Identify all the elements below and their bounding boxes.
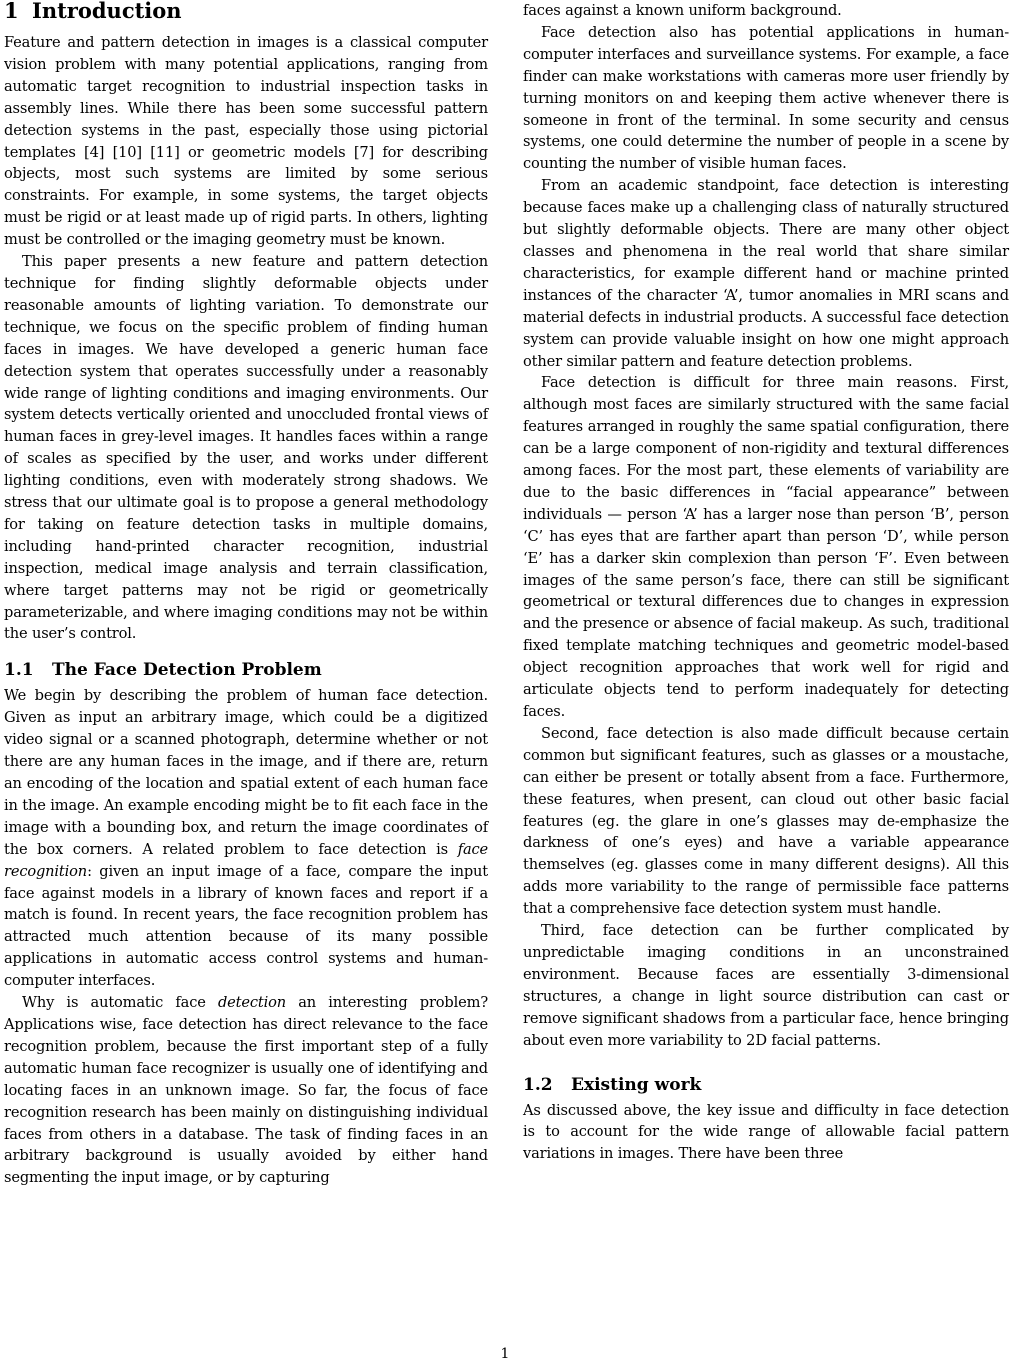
paragraph-text: an interesting problem? Applications wise, face detection has direct relevance to the face recognition problem, because the first important step of a fully automatic human face recognizer is usually one of identifying and locating faces in an unknown image. So far, the focus of face recognition research has been mainly on distinguishing individual faces from others in a database. The task of finding faces in an arbitrary background is usually avoided by either hand segmenting the input image, or by capturing <box>4 994 488 1187</box>
academic-paragraph: From an academic standpoint, face detection is interesting because faces make up a challenging class of naturally structured but slightly deformable objects. There are many other object classes and phenomena in the real world that share similar characteristics, for example different hand or machine printed instances of the character ‘A’, tumor anomalies in MRI scans and material defects in industrial products. A successful face detection system can provide valuable insight on how one might approach other similar pattern and feature detection problems. <box>523 177 1009 370</box>
emphasis-face-recognition: face recognition <box>4 840 488 880</box>
subsection-number: 1.1 <box>4 660 34 681</box>
paragraph-text: : given an input image of a face, compare the input face against models in a library of known faces and report if a match is found. In recent years, the face recognition problem has attracted much attention because of its many possible applications in automatic access control systems and human-computer interfaces. <box>4 862 488 990</box>
left-column <box>4 0 488 1189</box>
page-number: 1 <box>500 1346 510 1362</box>
subsection-title: The Face Detection Problem <box>52 660 322 681</box>
paragraph-text: We begin by describing the problem of human face detection. Given as input an arbitrary image, which could be a digitized video signal or a scanned photograph, determine whether or not there are any human faces in the image, and if there are, return an encoding of the location and spatial extent of each human face in the image. An example encoding might be to fit each face in the image with a bounding box, and return the image coordinates of the box corners. A related problem to face detection is <box>4 687 488 858</box>
difficulty-paragraph-1: Face detection is difficult for three main reasons. First, although most faces are similarly structured with the same facial features arranged in roughly the same spatial configuration, there can be a large component of non-rigidity and textural differences among faces. For the most part, these elements of variability are due to the basic differences in “facial appearance” between individuals — person ‘A’ has a larger nose than person ‘B’, person ‘C’ has eyes that are farther apart than person ‘D’, while person ‘E’ has a darker skin complexion than person ‘F’. Even between images of the same person’s face, there can still be significant geometrical or textural differences due to changes in expression and the presence or absence of facial makeup. As such, traditional fixed template matching techniques and geometric model-based object recognition approaches that work well for rigid and articulate objects tend to perform inadequately for detecting faces. <box>523 374 1009 720</box>
continued-paragraph: faces against a known uniform background. <box>523 2 842 19</box>
face-detection-paragraph-2 <box>4 992 488 1189</box>
section-heading <box>4 0 488 26</box>
right-column <box>523 0 1009 1165</box>
difficulty-paragraph-2: Second, face detection is also made difficult because certain common but significant features, such as glasses or a moustache, can either be present or totally absent from a face. Furthermore, these features, when present, can cloud out other basic facial features (eg. the glare in one’s glasses may de-emphasize the darkness of one’s eyes) and have a variable appearance themselves (eg. glasses come in many different designs). All this adds more variability to the range of permissible face patterns that a comprehensive face detection system must handle. <box>523 724 1009 918</box>
section-number: 1 <box>4 0 19 23</box>
subsection-title: Existing work <box>571 1074 702 1095</box>
subsection-heading-1-2 <box>523 1074 1009 1096</box>
paragraph-text: Why is automatic face <box>22 994 218 1012</box>
intro-paragraph-1: Feature and pattern detection in images is a classical computer vision problem with many potential applications, ranging from automatic target recognition to industrial inspection tasks in assembly lines. While there has been some successful pattern detection systems in the past, especially those using pictorial templates [4] [10] [11] or geometric models [7] for describing objects, most such systems are limited by some serious constraints. For example, in some systems, the target objects must be rigid or at least made up of rigid parts. In others, lighting must be controlled or the imaging geometry must be known. <box>4 34 488 249</box>
applications-paragraph: Face detection also has potential applications in human-computer interfaces and surveillance systems. For example, a face finder can make workstations with cameras more user friendly by turning monitors on and keeping them active whenever there is someone in front of the terminal. In some security and census systems, one could determine the number of people in a scene by counting the number of visible human faces. <box>523 23 1009 173</box>
subsection-number: 1.2 <box>523 1074 553 1095</box>
face-detection-paragraph-1 <box>4 685 488 992</box>
difficulty-paragraph-3: Third, face detection can be further complicated by unpredictable imaging conditions in an unconstrained environment. Because faces are essentially 3-dimensional structures, a change in light source distribution can cast or remove significant shadows from a particular face, hence bringing about even more variability to 2D facial patterns. <box>523 922 1009 1049</box>
section-title: Introduction <box>32 0 182 23</box>
emphasis-detection: detection <box>217 994 286 1012</box>
subsection-heading-1-1 <box>4 659 488 681</box>
existing-work-paragraph: As discussed above, the key issue and difficulty in face detection is to account for the wide range of allowable facial pattern variations in images. There have been three <box>523 1101 1009 1163</box>
intro-paragraph-2: This paper presents a new feature and pattern detection technique for finding slightly deformable objects under reasonable amounts of lighting variation. To demonstrate our technique, we focus on the specific problem of finding human faces in images. We have developed a generic human face detection system that operates successfully under a reasonably wide range of lighting conditions and imaging environments. Our system detects vertically oriented and unoccluded frontal views of human faces in grey-level images. It handles faces within a range of scales as specified by the user, and works under different lighting conditions, even with moderately strong shadows. We stress that our ultimate goal is to propose a general methodology for taking on feature detection tasks in multiple domains, including hand-printed character recognition, industrial inspection, medical image analysis and terrain classification, where target patterns may not be rigid or geometrically parameterizable, and where imaging conditions may not be within the user’s control. <box>4 253 488 643</box>
